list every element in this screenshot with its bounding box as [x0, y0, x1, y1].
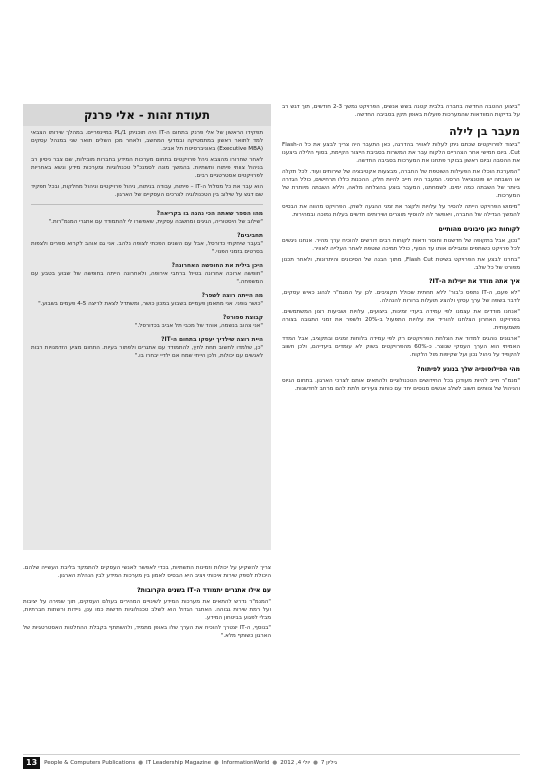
section-heading-overnight: מעבר בן לילה [449, 124, 520, 138]
page-number: 13 [23, 757, 40, 769]
qa-answer: "כושר גופני. אני מתאמן פעמיים בשבוע במכון כושר, ומשתדל לצאת לריצה 4-5 פעמים בשבוע." [38, 301, 263, 308]
divider [31, 204, 263, 205]
paragraph: "בנוסף, ה-IT יצטרך להוכיח את הערך שלו באופן מתמיד, ולהשתתף בקבלת ההחלטות האסטרטגיות של הארגון כשותף מלא." [23, 625, 271, 640]
qa-question: היכן בילית את החופשה האחרונה? [171, 262, 263, 269]
paragraph: "ארגונים נוהגים למדוד את הצלחת הפרויקטים רק לפי עמידה בלוחות זמנים ובתקציב, אבל המדד האמיתי הוא הערך העסקי שנוצר. כ-60% מהפרויקטים בשוק לא עומדים ביעדיהם, ולכן חשוב להקפיד על ניהול נכון ועל שקיפות מול הלקוח. [282, 335, 520, 358]
paragraph: "המערכת הוכלו את הפעילות השוטפת של החברה, מבצעות אקטיבציה של שירותים ועוד. לכל תקלה או השבתה יש פוטנציאל הרסני. המעבר היה חייב להיות חלק. ההכנות כללו תרחישים, כולל הגדרה ביותר של השבתה כמה ימים. לשמחתנו, המעבר בוצע בהצלחה מלאה, וללא השבתה מיותרת של המערכות. [282, 169, 520, 200]
left-column-text [23, 565, 271, 750]
profile-title: תעודת זהות - אלי פרנק [23, 104, 271, 126]
qa-question: קבוצת ספורט? [222, 315, 263, 321]
qa-question: תחביבים? [237, 232, 263, 239]
paragraph: "אנחנו מודדים את עצמנו לפי עמידה ביעדי זמינות, ביצועים, עלויות ושביעות רצון המשתמשים. בפרויקט האחרון הצלחנו להוריד את עלויות התפעול ב-20% ולשפר את זמני התגובה בצורה משמעותית. [282, 309, 520, 332]
intro-paragraph: "ביצוע ההטבה החדשה בחברה בלבית קטנה בשש אנשים, הפרויקט נמשך 2-3 חודשים, תוך דגש רב על בדיקות המוודאות שהמערכות פועלות באופן תקין בסביבה החדשה. [282, 104, 520, 118]
paragraph: צריך להשקיע על יכולות וזמינות התשתיות, בכדי לאפשר לאנשי העסקים להתמקד בליבת העשייה שלהם. היכולת לספק שירות איכותי ויציב היא הבסיס לאמון בין מערכות המידע לבין הנהלת הארגון. [23, 565, 271, 579]
paragraph: "לא פעם, ה-IT נתפס כ'בור' ללא תחתית שכולל תקציבים. לכן על המנמ"ר לנהוג כאיש עסקים, לדבר בשפה של ערך עסקי ולהציג תועלות ברורות להנהלה. [282, 290, 520, 305]
qa-question: מהו הספר שאתה הכי נהנה בו בקריאה? [156, 210, 263, 217]
paragraph: "מימוש הפרויקט הייתה להסיר על עלויות ולקצר את זמני ההגעה לשוק. הפרויקט מהווה את הבסיס להמשך הגדילה של החברה, ויאפשר לה להוסיף מוצרים ושירותים חדשים בעלות נמוכה ובמהירות. [282, 204, 520, 218]
profile-box [23, 104, 271, 550]
subheading-it-efficiency: איך אתה מודד את יעילות ה-IT? [428, 278, 520, 286]
right-column [282, 104, 520, 738]
paragraph: "ביצוד לפרויקטים שכתם ניתן לעלות לאוויר בהדרגה, כאן התעבר היה צריך לבצע את כל ה-Flash Cut. ביום חמישי אחר הצהריים הלקוח עבר את המשרות בסביבת הייצור הקיימת, בסוף הלילה ביצענו את ההסבה וביום ראשון בבוקר פתחנו את המערכות בסביבה החדשה. [282, 142, 520, 165]
footer-date: 2012 ,יולי 4 [280, 760, 311, 766]
paragraph: "בחרנו לבצע את הפרויקט בשיטת Flash Cut, מתוך הבנה של הסיכונים והיתרונות, ולאחר תכנון מפורט של כל שלב. [282, 256, 520, 271]
footer [23, 757, 520, 769]
qa-answer: "כן, שלמדו לחשוב תחת לחץ, להתמודד עם אתגרים ולפתור בעיות. התחום מציע הזדמנויות רבות לאנשים עם יכולות, ולכן הייתי שמח אם ילדיי יבחרו בו." [31, 345, 263, 360]
paragraph: "נכון, אבל בתקופה של חדשנות וחוסר ודאות לקוחות רבים דורשים להוכיח ערך מהיר. אנחנו ניגשים לכל פרויקט כשותפים ומובילים אותו עד הסוף, כולל תמיכה שוטפת לאחר העלייה לאוויר. [282, 237, 520, 252]
profile-bio: תפקידו הראשון של אלי פרנק בתחום ה-IT היה תוכניתן PL/1 במיינפריים. במהלך שירותו הצבאי למד לתואר ראשון במתמטיקה ובמדעי המחשב, ולאחר מכן השלים תואר שני במנהל עסקים (Executive MBA) באוניברסיטת תל אביב. [31, 130, 263, 152]
profile-bio: הוא עבר את כל מסלול ה-IT – פיתוח, עבודה בניתוח, ניהול פרויקטים וניהול מחלקות, ובכל תפקיד שם דגש על שילוב בין הטכנולוגיה לצרכים העסקיים של הארגון. [31, 183, 263, 198]
qa-question: היית רוצה שילדיך יעסקו בתחום ה-IT? [161, 337, 263, 344]
qa-answer: "חופשה ארוכה אחרונה בטיול ברחבי אירופה, ולאחרונה הייתה בחופשה של שבוע בטבע עם המשפחה." [31, 270, 263, 285]
paragraph: "המנמ"ר נדרש להתאים את מערכות המידע לשינויים המהירים בעולם העסקים, תוך שמירה על יציבות ועל רמת שירות גבוהה. האתגר הגדול הוא לשלב טכנולוגיות חדשות כמו ענן, ניידות ורשתות חברתיות, מבלי לפגוע בביטחון המידע. [23, 598, 271, 621]
footer-magazine: IT Leadership Magazine [146, 760, 211, 766]
footer-separator: ● [272, 760, 278, 766]
footer-separator: ● [313, 760, 318, 766]
footer-site: InformationWorld [221, 760, 270, 766]
paragraph: "מנמ"ר חייב להיות מעודכן בכל החידושים הטכנולוגיים ולהתאים אותם לצרכי הארגון. בתחום הגיוס והניהול של צוותים חשוב לשלב אנשים מנוסים יחד עם כוחות צעירים ולתת להם מרחב לחדשנות. [282, 377, 520, 392]
footer-issue: גיליון 7 [320, 760, 337, 766]
subheading-philosophy: מהי הפילוסופיה שלך בנוגע לפיתוח? [416, 365, 520, 373]
qa-answer: "אני צהוב בנשמה, אוהד של מכבי תל אביב בכדורסל." [134, 323, 263, 330]
subheading-customers: לקוחות כאן סיבונים מהותיים [438, 225, 520, 233]
qa-question: מה הייתה רוצה לשפר? [201, 292, 263, 299]
profile-body [23, 126, 271, 361]
footer-publisher: People & Computers Publications [44, 760, 136, 766]
footer-separator: ● [138, 760, 144, 766]
qa-answer: "בעבר שיחקתי כדורסל, אבל עם השנים הפכתי לצופה נלהב. אני גם אוהב לקרוא ספרים ולצפות בסרטים בזמני הפנוי." [31, 240, 263, 255]
qa-answer: "שילוב של היסטוריה, הגיגים ומחשבה עסקית, שאפשרו לי להתמודד עם אתגרי המנמ"רות." [48, 218, 263, 225]
profile-bio: לאחר שחרורו מהצבא ניהל פרויקטים בתחום מערכות המידע בחברות מובילות, שם צבר ניסיון רב בניהול צוותי פיתוח ותשתיות. בהמשך מונה לסמנכ"ל טכנולוגיות ומערכות מידע ונשא באחריות לפרויקטים אסטרטגיים רבים. [31, 156, 263, 179]
footer-rule [23, 754, 520, 755]
subheading-future-challenges: עם אילו אתגרים יתמודד ה-IT בשנים הקרובות? [137, 586, 271, 594]
footer-separator: ● [213, 760, 219, 766]
